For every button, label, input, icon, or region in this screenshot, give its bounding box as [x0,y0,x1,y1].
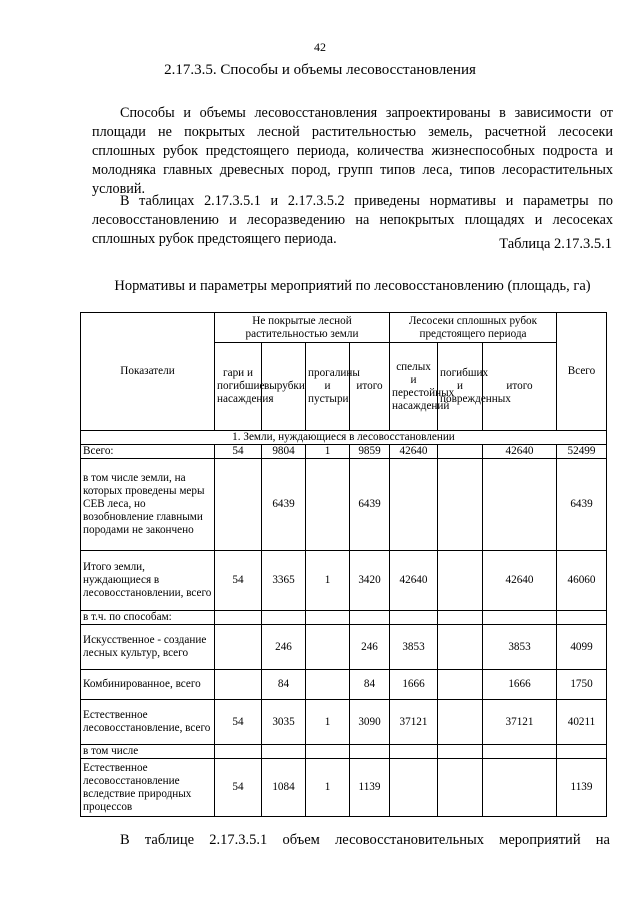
cell [483,759,557,817]
cell: 52499 [557,445,607,459]
cell [215,745,262,759]
table-row [81,745,607,759]
cell [438,625,483,670]
cell: 1666 [390,670,438,700]
cell: 54 [215,700,262,745]
cell [438,551,483,611]
cell [483,745,557,759]
cell: 246 [262,625,306,670]
header-clearings: вырубки [262,343,306,431]
cell [557,745,607,759]
cell [306,670,350,700]
cell: 9804 [262,445,306,459]
row-label: в том числе земли, на которых проведены меры СЕВ леса, но возобновление главными породами не закончено [81,459,215,551]
cell: 40211 [557,700,607,745]
cell [390,759,438,817]
table-row [81,670,607,700]
cell: 54 [215,551,262,611]
cell [390,745,438,759]
cell: 54 [215,759,262,817]
cell: 3090 [350,700,390,745]
row-label: Искусственное - создание лесных культур, всего [81,625,215,670]
table-row [81,625,607,670]
header-group-unforested-land: Не покрытые лесной растительностью земли [215,313,390,343]
section-row: 1. Земли, нуждающиеся в лесовосстановлении [81,431,607,445]
cell [306,611,350,625]
cell [306,745,350,759]
cell: 6439 [557,459,607,551]
cell: 84 [350,670,390,700]
cell: 1 [306,700,350,745]
cell [215,459,262,551]
row-label: в т.ч. по способам: [81,611,215,625]
cell: 246 [350,625,390,670]
cell: 42640 [483,551,557,611]
cell: 42640 [390,445,438,459]
table-title: Нормативы и параметры мероприятий по лесовосстановлению (площадь, га) [114,278,591,294]
row-label: Итого земли, нуждающиеся в лесовосстановлении, всего [81,551,215,611]
header-indicators: Показатели [81,313,215,431]
cell [350,745,390,759]
cell: 84 [262,670,306,700]
cell: 1139 [350,759,390,817]
cell: 46060 [557,551,607,611]
cell: 3035 [262,700,306,745]
cell [306,459,350,551]
cell [390,459,438,551]
cell [483,611,557,625]
header-mature-stands: спелых и перестойных насаждений [390,343,438,431]
cell: 42640 [483,445,557,459]
table-row [81,700,607,745]
cell: 9859 [350,445,390,459]
cell: 6439 [262,459,306,551]
cell: 3853 [390,625,438,670]
paragraph-2: В таблицах 2.17.3.5.1 и 2.17.3.5.2 приведены нормативы и параметры по лесовосстановлению и лесоразведению на непокрытых площадях и лесосеках сплошных рубок предстоящего периода. [92,193,613,247]
cell [438,459,483,551]
page-number: 42 [314,40,326,54]
cell: 37121 [390,700,438,745]
cell: 6439 [350,459,390,551]
cell: 1666 [483,670,557,700]
cell: 54 [215,445,262,459]
header-group-clearcut-sites: Лесосеки сплошных рубок предстоящего периода [390,313,557,343]
paragraph-last: В таблице 2.17.3.5.1 объем лесовосстановительных мероприятий на [120,832,610,848]
table-label: Таблица 2.17.3.5.1 [499,236,612,252]
cell: 1 [306,551,350,611]
header-burnt-areas: гари и погибшие насаждения [215,343,262,431]
cell: 42640 [390,551,438,611]
cell: 1750 [557,670,607,700]
header-damaged-stands: погибших и поврежденных [438,343,483,431]
cell [438,611,483,625]
row-label: Естественное лесовосстановление вследствие природных процессов [81,759,215,817]
cell [557,611,607,625]
header-subtotal-2: итого [483,343,557,431]
cell: 1139 [557,759,607,817]
cell [262,611,306,625]
cell: 3365 [262,551,306,611]
cell [306,625,350,670]
cell [483,459,557,551]
cell: 1084 [262,759,306,817]
section-heading: 2.17.3.5. Способы и объемы лесовосстановления [164,62,476,78]
table-row [81,459,607,551]
cell [215,625,262,670]
cell [215,670,262,700]
cell: 37121 [483,700,557,745]
table-row [81,551,607,611]
row-label: Естественное лесовосстановление, всего [81,700,215,745]
paragraph-1: Способы и объемы лесовосстановления запроектированы в зависимости от площади не покрытых лесной растительностью земель, расчетной лесосеки сплошных рубок предстоящего периода, количества жизнеспособных подроста и молодняка главных древесных пород, групп типов леса, типов лесорастительных условий. [92,105,613,197]
cell: 1 [306,759,350,817]
row-label: в том числе [81,745,215,759]
cell [390,611,438,625]
cell [215,611,262,625]
cell: 3853 [483,625,557,670]
reforestation-table [80,312,607,817]
row-label: Всего: [81,445,215,459]
table-row [81,445,607,459]
table-row [81,759,607,817]
cell [438,745,483,759]
cell: 4099 [557,625,607,670]
cell: 1 [306,445,350,459]
table-row [81,611,607,625]
cell [350,611,390,625]
header-total: Всего [557,313,607,431]
cell [438,445,483,459]
cell [438,759,483,817]
cell: 3420 [350,551,390,611]
cell [438,700,483,745]
header-subtotal-1: итого [350,343,390,431]
header-glades: прогалины и пустыри [306,343,350,431]
cell [262,745,306,759]
cell [438,670,483,700]
row-label: Комбинированное, всего [81,670,215,700]
